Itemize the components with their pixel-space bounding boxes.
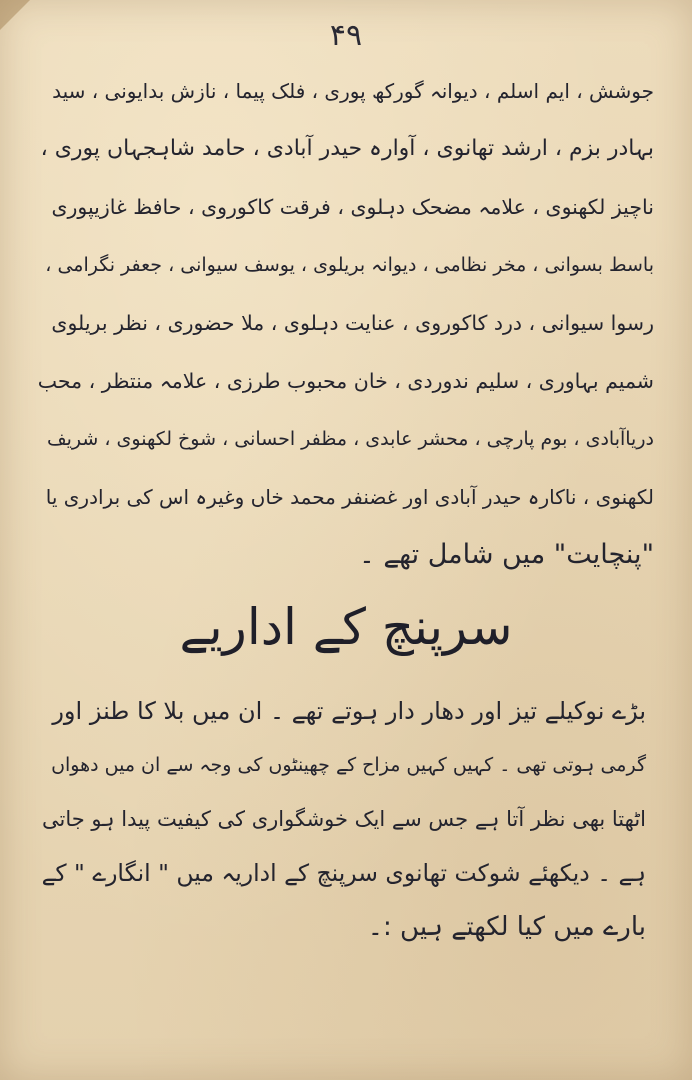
text-line: رسوا سیوانی ، درد کاکوروی ، عنایت دہلوی ، ملا حضوری ، نظر بریلوی: [51, 311, 654, 335]
contributors-paragraph: [38, 62, 654, 584]
text-line: بہادر بزم ، ارشد تھانوی ، آوارہ حیدر آبادی ، حامد شاہجہاں پوری ،: [40, 136, 654, 161]
text-line: باسط بسوانی ، مخر نظامی ، دیوانہ بریلوی ، یوسف سیوانی ، جعفر نگرامی ،: [45, 254, 654, 276]
text-line: ناچیز لکھنوی ، علامہ مضحک دہلوی ، فرقت کاکوروی ، حافظ غازیپوری: [51, 195, 654, 219]
section-heading: سرپنچ کے اداریے: [179, 598, 513, 656]
page-number: ۴۹: [329, 18, 363, 53]
text-line: اٹھتا بھی نظر آتا ہے جس سے ایک خوشگواری کی کیفیت پیدا ہو جاتی: [42, 807, 646, 831]
text-line: جوشش ، ایم اسلم ، دیوانہ گورکھ پوری ، فلک پیما ، نازش بدایونی ، سید: [52, 79, 654, 103]
text-line: ہے ۔ دیکھئے شوکت تھانوی سرپنچ کے اداریہ میں " انگارے " کے: [41, 859, 646, 887]
text-line: لکھنوی ، ناکارہ حیدر آبادی اور غضنفر محمد خاں وغیرہ اس کی برادری یا: [45, 485, 654, 509]
text-line: شمیم بہاوری ، سلیم ندوردی ، خان محبوب طرزی ، علامہ منتظر ، محب: [37, 369, 654, 393]
text-line: "پنچایت" میں شامل تھے ۔: [358, 539, 654, 570]
text-line: دریاآبادی ، بوم پارچی ، محشر عابدی ، مظفر احسانی ، شوخ لکھنوی ، شریف: [46, 428, 654, 450]
editorials-paragraph: [42, 684, 646, 954]
text-line: بارے میں کیا لکھتے ہیں :۔: [367, 912, 646, 942]
text-line: گرمی ہوتی تھی ۔ کہیں کہیں مزاح کے چھینٹوں کی وجہ سے ان میں دھواں: [51, 754, 646, 776]
text-line: بڑے نوکیلے تیز اور دھار دار ہوتے تھے ۔ ان میں بلا کا طنز اور: [52, 697, 646, 725]
